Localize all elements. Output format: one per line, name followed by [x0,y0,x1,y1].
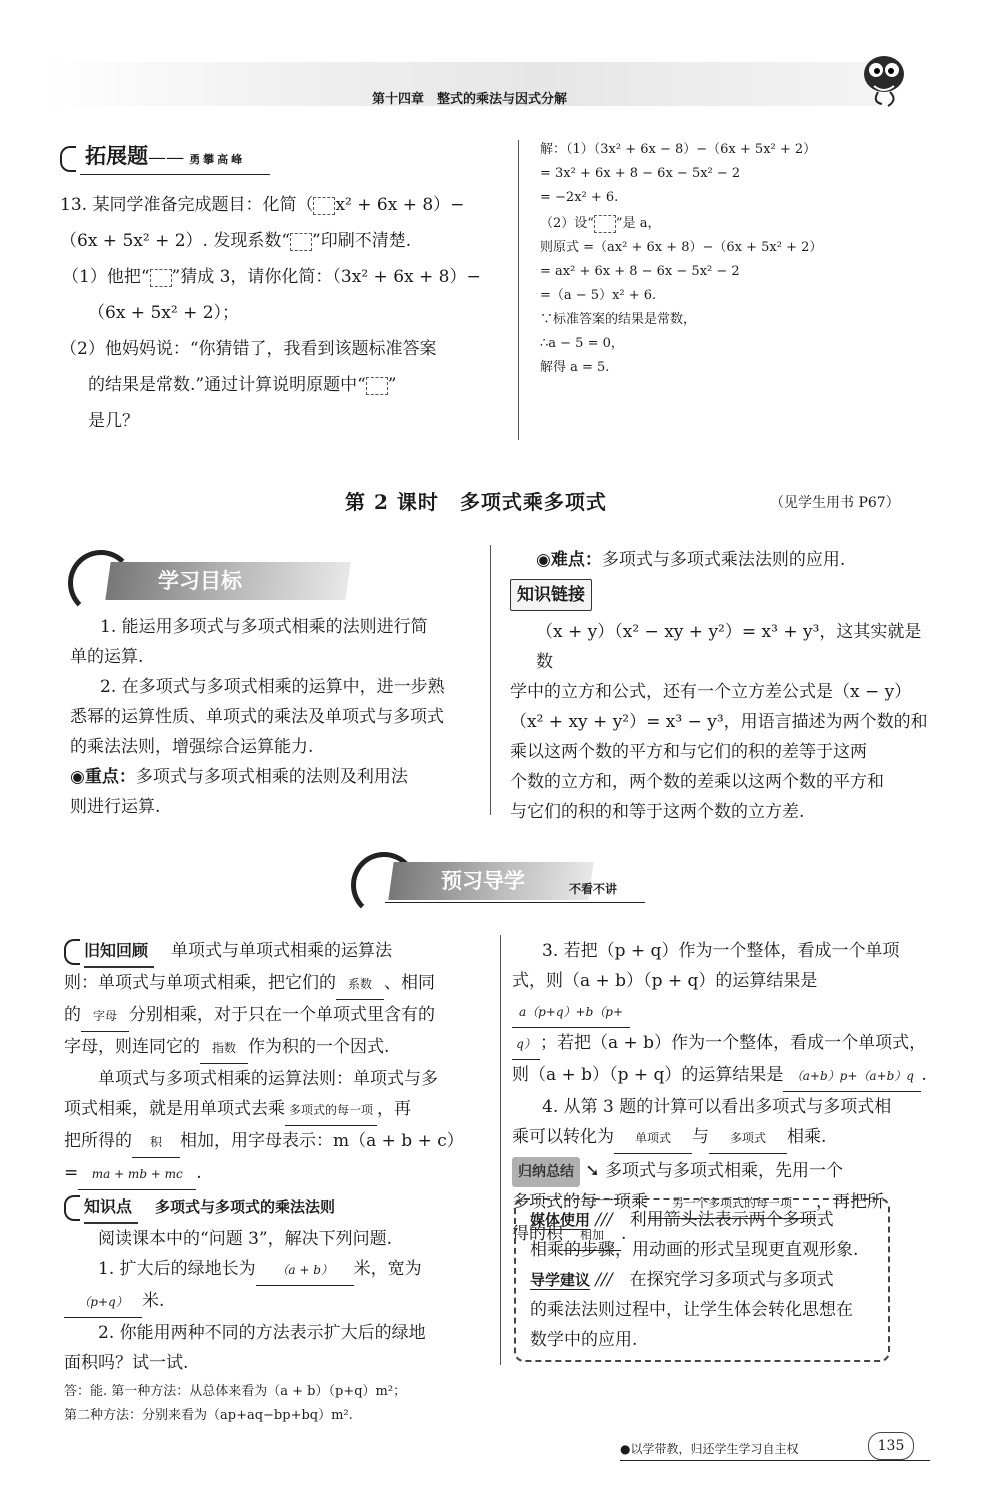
page-header [0,0,1000,120]
preview-banner-bar: 预习导学 [388,862,593,900]
link-line: 与它们的积的和等于这两个数的立方差. [510,802,805,822]
fill-blank: 多项式的每一项 [285,1095,377,1126]
preview-note: 不看不讲 [569,882,618,896]
fill-blank: （a+b）p+（a+b）q [783,1061,921,1092]
preview-left [64,936,484,1428]
fill-blank: 字母 [81,1001,129,1032]
slash-icon: /// [595,1210,613,1230]
old-line: 项式相乘，就是用单项式去乘 多项式的每一项 ，再 [64,1094,484,1126]
guide-tip-line: 的乘法法则过程中，让学生体会转化思想在 [530,1300,853,1320]
lesson-title: 第 2 课时 多项式乘多项式 [345,490,607,514]
media-tip-line: 相乘的步骤，用动画的形式呈现更直观形象. [530,1240,859,1260]
q4-line: 4. 从第 3 题的计算可以看出多项式与多项式相 [542,1097,892,1117]
q3-line: 3. 若把（p + q）作为一个整体，看成一个单项 [542,941,900,961]
extension-slogan: 勇攀高峰 [189,153,246,166]
lesson-reference: （见学生用书 P67） [770,495,900,511]
old-line: 字母，则连同它的 指数 作为积的一个因式. [64,1032,484,1064]
old-line: 则：单项式与单项式相乘，把它们的 系数 、相同 [64,968,484,1000]
q13-line1: 13. 某同学准备完成题目：化简（ x² + 6x + 8）− [60,195,465,215]
solution-line: = ax² + 6x + 8 − 6x − 5x² − 2 [540,264,740,279]
slash-icon: /// [595,1270,613,1290]
blank-box [366,377,388,395]
key-point: ◉重点：多项式与多项式相乘的法则及利用法 [70,767,408,787]
fill-blank: 积 [132,1127,180,1158]
solution-line: = 3x² + 6x + 8 − 6x − 5x² − 2 [540,166,741,181]
fill-blank: 系数 [336,969,384,1000]
fill-blank: 单项式 [614,1123,692,1154]
summary-line: 得的积 相加 . [512,1219,932,1251]
key-point-cont: 则进行运算. [70,797,161,817]
preview-banner [345,850,645,910]
old-line: = ma + mb + mc . [64,1158,484,1190]
q2-line3: 是几？ [88,411,139,431]
q1-line2: （6x + 5x² + 2）； [88,303,240,323]
extension-label: 拓展题 [85,144,149,168]
goal-line: 2. 在多项式与多项式相乘的运算中，进一步熟 [100,677,445,697]
bracket-icon [60,146,76,172]
q2-line2: 的结果是常数.”通过计算说明原题中“ ” [88,375,397,395]
kp-line: 阅读课本中的“问题 3”，解决下列问题. [98,1229,393,1249]
goal-line: 悉幂的运算性质、单项式的乘法及单项式与多项式 [70,707,444,727]
kp-line: 2. 你能用两种不同的方法表示扩大后的绿地 [98,1323,426,1343]
fill-blank: （a + b） [256,1255,354,1286]
link-line: （x + y）（x² − xy + y²）= x³ + y³，这其实就是数 [536,622,922,672]
kp-line: （p+q） 米. [64,1286,484,1318]
q3-line: 式，则（a + b）（p + q）的运算结果是a（p+q）+b（p+ [512,966,932,1028]
teacher-tips [530,1205,880,1355]
bracket-icon [64,939,80,965]
arrow-icon: ➘ [585,1161,600,1181]
mascot-icon [858,48,910,108]
kp-line: 1. 扩大后的绿地长为 （a + b） 米，宽为 [64,1254,484,1286]
old-line: 的 字母 分别相乘，对于只在一个单项式里含有的 [64,1000,484,1032]
q3-line: q） ；若把（a + b）作为一个整体，看成一个单项式， [512,1028,932,1060]
solution-line: 解得 a = 5. [540,360,610,375]
kp-line: 面积吗？试一试. [64,1353,189,1373]
footer [620,1432,940,1472]
solution-line: （2）设“ ”是 a， [540,216,661,231]
q3-line: 则（a + b）（p + q）的运算结果是 （a+b）p+（a+b）q . [512,1060,932,1092]
column-divider-top [518,140,519,440]
blank-box [313,197,335,215]
old-knowledge: 旧知回顾 单项式与单项式相乘的运算法 [64,936,484,968]
old-line: 把所得的 积 相加，用字母表示：m（a + b + c） [64,1126,484,1158]
difficulty: ◉难点：多项式与多项式乘法法则的应用. [536,550,846,570]
fill-blank: 另一个多项式的每一项 [648,1188,816,1219]
link-line: 乘以这两个数的平方和与它们的积的差等于这两 [510,742,867,762]
solution-line: ∵标准答案的结果是常数， [540,312,697,327]
guide-tip: 导学建议 /// 在探究学习多项式与多项式 [530,1270,834,1290]
goals-banner [60,548,300,608]
answer-line: 第二种方法：分别来看为（ap+aq−bp+bq）m². [64,1408,353,1423]
column-divider-mid [490,545,491,815]
goal-line: 的乘法法则，增强综合运算能力. [70,737,314,757]
knowledge-link-header [510,579,930,611]
fill-blank: 相加 [563,1220,621,1251]
solution-line: 解：（1）（3x² + 6x − 8）−（6x + 5x² + 2） [540,142,817,157]
solution-line: =（a − 5）x² + 6. [540,288,657,303]
media-tip: 媒体使用 /// 利用箭头法表示两个多项式 [530,1210,834,1230]
right-top-section [510,545,930,827]
summary-label: 归纳总结 [512,1157,580,1187]
q13 [60,190,490,436]
footer-motto: ●以学带教，归还学生学习自主权 [620,1442,799,1456]
goals-banner-bar: 学习目标 [105,562,350,600]
fill-blank: （p+q） [64,1287,142,1318]
extension-dash: —— [148,147,185,168]
bracket-icon [64,1195,80,1221]
solution-block [540,138,940,380]
q2-line1: （2）他妈妈说：“你猜错了，我看到该题标准答案 [60,339,437,359]
extension-section [60,140,490,436]
link-line: 个数的立方和，两个数的差乘以这两个数的平方和 [510,772,884,792]
extension-underline [80,174,270,175]
summary: 归纳总结 ➘ 多项式与多项式相乘，先用一个 [512,1156,932,1187]
chapter-title: 第十四章 整式的乘法与因式分解 [372,92,568,107]
q1-line1: （1）他把“ ”猜成 3，请你化简：（3x² + 6x + 8）− [62,267,481,287]
fill-blank: ma + mb + mc [78,1159,196,1190]
preview-underline [385,902,645,903]
footer-rule [620,1460,930,1461]
solution-line: = −2x² + 6. [540,190,619,205]
fill-blank: 多项式 [709,1123,787,1154]
fill-blank: 指数 [200,1033,248,1064]
solution-line: 则原式 =（ax² + 6x + 8）−（6x + 5x² + 2） [540,240,823,255]
link-line: 学中的立方和公式，还有一个立方差公式是（x − y） [510,682,912,702]
fill-blank: q） [512,1029,540,1060]
page-number: 135 [877,1438,905,1454]
summary-line: 多项式的每一项乘 另一个多项式的每一项 ，再把所 [512,1187,932,1219]
q13-line2: （6x + 5x² + 2）. 发现系数“ ”印刷不清楚. [60,231,412,251]
link-line: （x² + xy + y²）= x³ − y³，用语言描述为两个数的和 [510,712,928,732]
goal-line: 1. 能运用多项式与多项式相乘的法则进行简 [100,617,428,637]
solution-line: ∴a − 5 = 0， [540,336,624,351]
knowledge-link-label: 知识链接 [510,579,592,611]
guide-tip-line: 数学中的应用. [530,1330,638,1350]
answer-line: 答：能. 第一种方法：从总体来看为（a + b）（p+q）m²； [64,1384,407,1399]
fill-blank: a（p+q）+b（p+ [512,997,630,1028]
goals-section [70,612,490,822]
knowledge-point: 知识点 多项式与多项式的乘法法则 [64,1192,484,1224]
q4-line: 乘可以转化为 单项式 与 多项式 相乘. [512,1122,932,1154]
blank-box [594,215,616,233]
goal-line: 单的运算. [70,647,144,667]
column-divider-bottom [500,935,501,1365]
extension-header [60,140,490,176]
blank-box [150,269,172,287]
blank-box [290,233,312,251]
old-line: 单项式与多项式相乘的运算法则：单项式与多 [98,1069,438,1089]
page-number-badge [868,1432,914,1460]
